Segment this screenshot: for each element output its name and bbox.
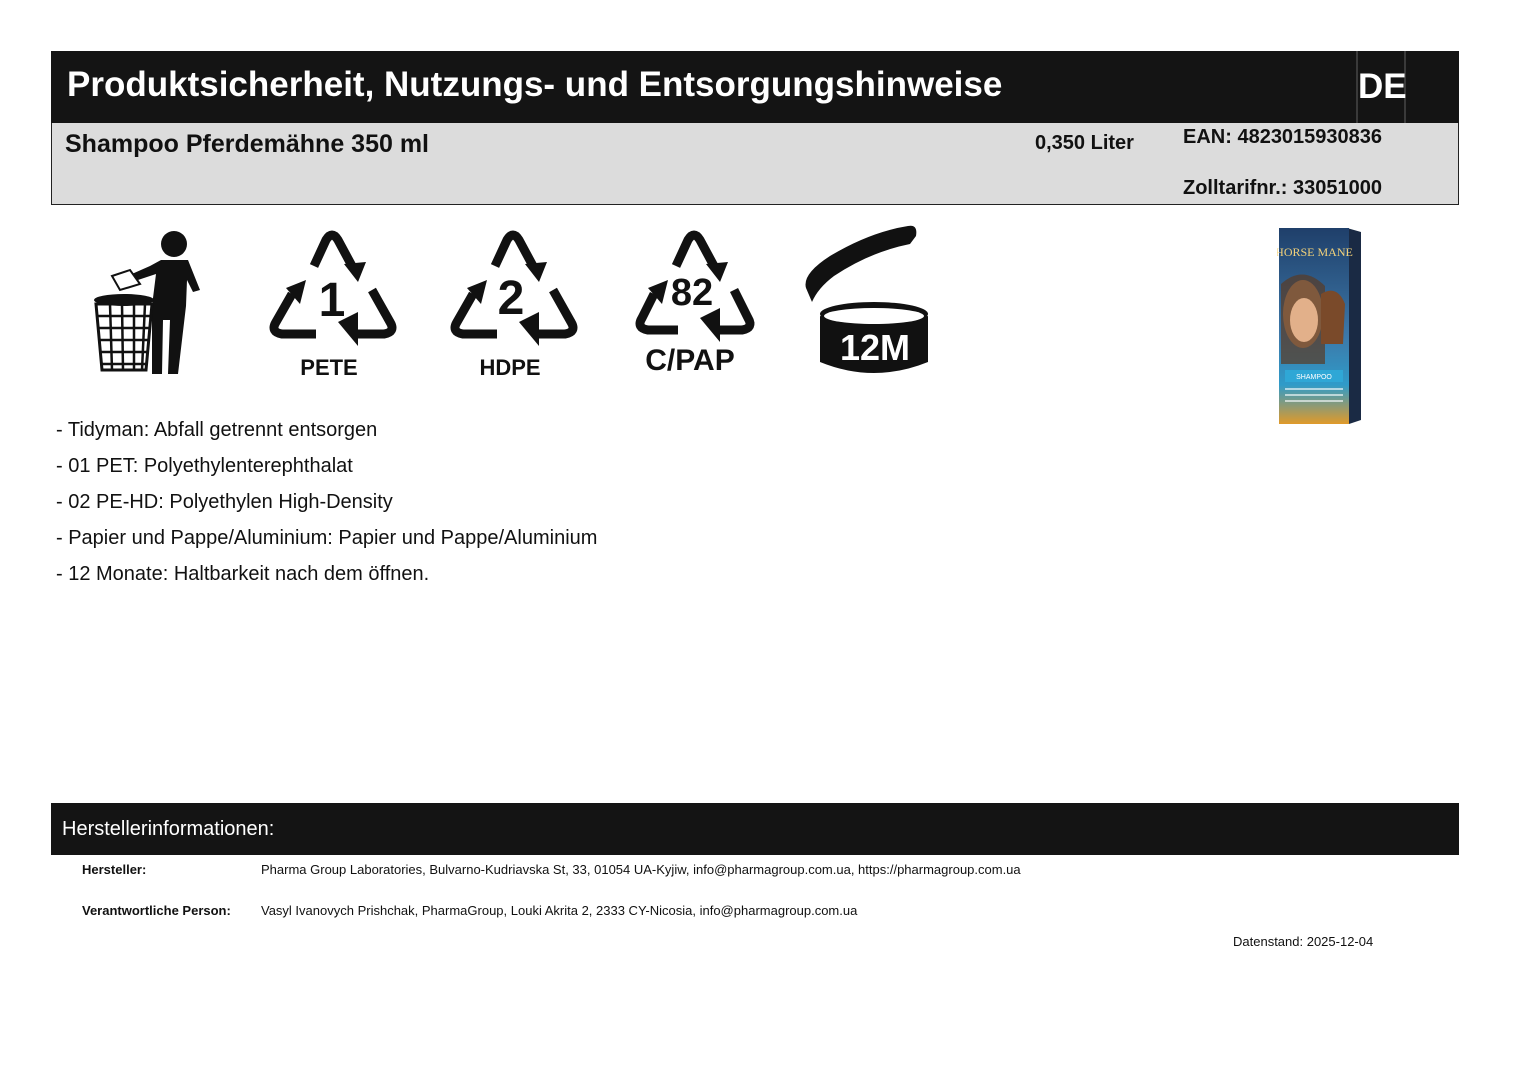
product-volume: 0,350 Liter [1035, 132, 1134, 154]
data-date-stamp: Datenstand: 2025-12-04 [1233, 934, 1374, 949]
recycle-code-hdpe: HDPE [479, 355, 541, 380]
recycle-code-pete: PETE [300, 355, 358, 380]
manufacturer-section-title: Herstellerinformationen: [62, 818, 275, 840]
hint-item: - 01 PET: Polyethylenterephthalat [56, 455, 353, 477]
customs-tariff-number: Zolltarifnr.: 33051000 [1183, 177, 1382, 199]
header-bar [51, 51, 1459, 123]
recycle-cpap-icon [630, 226, 760, 381]
manufacturer-section-bar [51, 803, 1459, 855]
product-image [1277, 224, 1362, 426]
product-image-brand: HORSE MANE [1277, 245, 1353, 259]
disposal-hints-list [56, 412, 597, 592]
language-badge: DE [1356, 51, 1406, 123]
page-title: Produktsicherheit, Nutzungs- und Entsorgungshinweise [67, 65, 1003, 104]
recycle-number-2: 2 [497, 272, 525, 325]
recycle-code-cpap: C/PAP [645, 344, 735, 377]
responsible-person-value: Vasyl Ivanovych Prishchak, PharmaGroup, Louki Akrita 2, 2333 CY-Nicosia, info@pharmagroup.com.ua [261, 903, 858, 918]
product-image-label: SHAMPOO [1296, 374, 1332, 381]
manufacturer-label: Hersteller: [82, 862, 147, 877]
tidyman-icon [90, 228, 210, 376]
product-name: Shampoo Pferdemähne 350 ml [65, 130, 430, 158]
responsible-person-label: Verantwortliche Person: [82, 903, 231, 918]
hint-item: - 12 Monate: Haltbarkeit nach dem öffnen. [56, 563, 430, 585]
pao-period: 12M [839, 327, 911, 368]
ean-code: EAN: 4823015930836 [1183, 126, 1383, 148]
hint-item: - Papier und Pappe/Aluminium: Papier und Pappe/Aluminium [56, 527, 598, 549]
manufacturer-value: Pharma Group Laboratories, Bulvarno-Kudriavska St, 33, 01054 UA-Kyjiw, info@pharmagroup.com.ua, https://pharmagroup.com.ua [261, 862, 1021, 877]
product-info-bar [51, 123, 1459, 205]
hint-item: - 02 PE-HD: Polyethylen High-Density [56, 491, 393, 513]
recycle-number-1: 1 [318, 274, 346, 327]
pao-jar-icon [800, 222, 935, 382]
recycle-number-82: 82 [670, 272, 714, 314]
recycle-pete-icon [268, 226, 398, 381]
hint-item: - Tidyman: Abfall getrennt entsorgen [56, 419, 378, 441]
recycle-hdpe-icon [449, 226, 579, 381]
